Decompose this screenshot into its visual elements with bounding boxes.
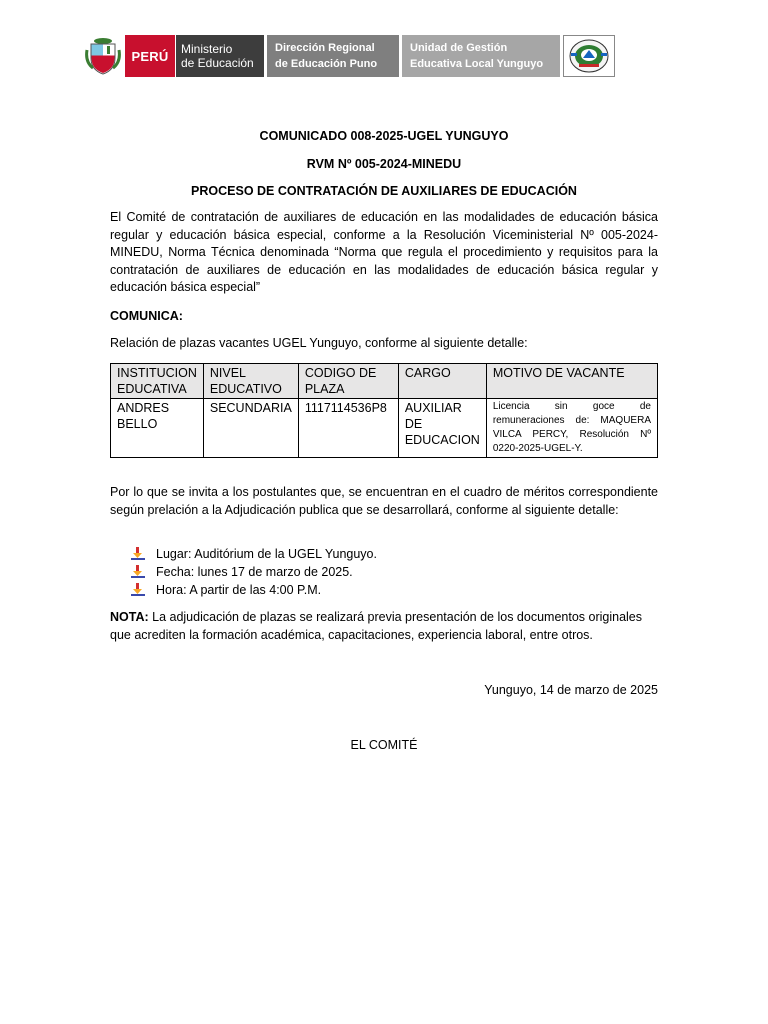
intro-paragraph: El Comité de contratación de auxiliares de educación en las modalidades de educación básica regular y educación básica especial, conforme a la Resolución Viceministerial Nº 005-2024-MINEDU, Norma Técnica denominada “Norma que regula el procedimiento y requisitos para la contratación de auxiliares de educación en las modalidades de educación básica regular y educación básica especial” xyxy=(110,210,658,294)
peru-label: PERÚ xyxy=(125,35,176,77)
signature: EL COMITÉ xyxy=(350,738,418,752)
detail-fecha: Fecha: lunes 17 de marzo de 2025. xyxy=(156,565,353,579)
header-institucion: INSTITUCION EDUCATIVA xyxy=(111,364,204,399)
nota-text: La adjudicación de plazas se realizará previa presentación de los documentos originales que acrediten la formación académica, capacitaciones, experiencia laboral, entre otros. xyxy=(110,610,643,642)
list-item xyxy=(130,563,377,581)
dre-puno-label xyxy=(267,35,399,77)
cell-institucion: ANDRES BELLO xyxy=(111,399,204,458)
table-row xyxy=(111,399,658,458)
bullet-arrow-icon xyxy=(130,547,148,561)
process-title: PROCESO DE CONTRATACIÓN DE AUXILIARES DE EDUCACIÓN xyxy=(191,184,577,198)
table-header-row xyxy=(111,364,658,399)
header-codigo: CODIGO DE PLAZA xyxy=(298,364,398,399)
invite-paragraph: Por lo que se invita a los postulantes que, se encuentran en el cuadro de méritos correspondiente según prelación a la Adjudicación publica que se desarrollará, conforme al siguiente detalle: xyxy=(110,485,658,517)
nota-label: NOTA: xyxy=(110,610,149,624)
cell-cargo: AUXILIAR DE EDUCACION xyxy=(398,399,486,458)
ugel-yunguyo-label xyxy=(402,35,560,77)
ugel-line2: Educativa Local Yunguyo xyxy=(410,58,544,70)
communique-number: COMUNICADO 008-2025-UGEL YUNGUYO xyxy=(259,129,509,143)
ugel-yunguyo-logo-icon xyxy=(563,35,615,77)
ugel-line1: Unidad de Gestión xyxy=(410,42,508,54)
cell-motivo: Licencia sin goce de remuneraciones de: MAQUERA VILCA PERCY, Resolución Nº 0220-2025-UGEL-Y. xyxy=(486,399,657,458)
relacion-text: Relación de plazas vacantes UGEL Yunguyo, conforme al siguiente detalle: xyxy=(110,336,528,350)
institutional-header xyxy=(83,35,615,77)
vacancies-table xyxy=(110,363,658,458)
bullet-arrow-icon xyxy=(130,565,148,579)
nota-paragraph xyxy=(110,609,658,644)
rvm-reference: RVM Nº 005-2024-MINEDU xyxy=(306,157,462,171)
bullet-arrow-icon xyxy=(130,583,148,597)
list-item xyxy=(130,581,377,599)
detail-lugar: Lugar: Auditórium de la UGEL Yunguyo. xyxy=(156,547,377,561)
peru-coat-of-arms-icon xyxy=(83,35,123,77)
list-item xyxy=(130,545,377,563)
comunica-heading: COMUNICA: xyxy=(110,309,183,323)
cell-nivel: SECUNDARIA xyxy=(203,399,298,458)
ministerio-line2: de Educación xyxy=(181,56,254,70)
ministerio-educacion-logo xyxy=(125,35,264,77)
header-motivo: MOTIVO DE VACANTE xyxy=(486,364,657,399)
header-nivel: NIVEL EDUCATIVO xyxy=(203,364,298,399)
dre-line1: Dirección Regional xyxy=(275,42,375,54)
detail-hora: Hora: A partir de las 4:00 P.M. xyxy=(156,583,322,597)
cell-codigo: 1117114536P8 xyxy=(298,399,398,458)
dre-line2: de Educación Puno xyxy=(275,58,378,70)
header-cargo: CARGO xyxy=(398,364,486,399)
ministerio-line1: Ministerio xyxy=(181,42,233,56)
date-line: Yunguyo, 14 de marzo de 2025 xyxy=(484,683,658,697)
details-list xyxy=(130,545,377,599)
ministerio-label xyxy=(176,35,264,77)
